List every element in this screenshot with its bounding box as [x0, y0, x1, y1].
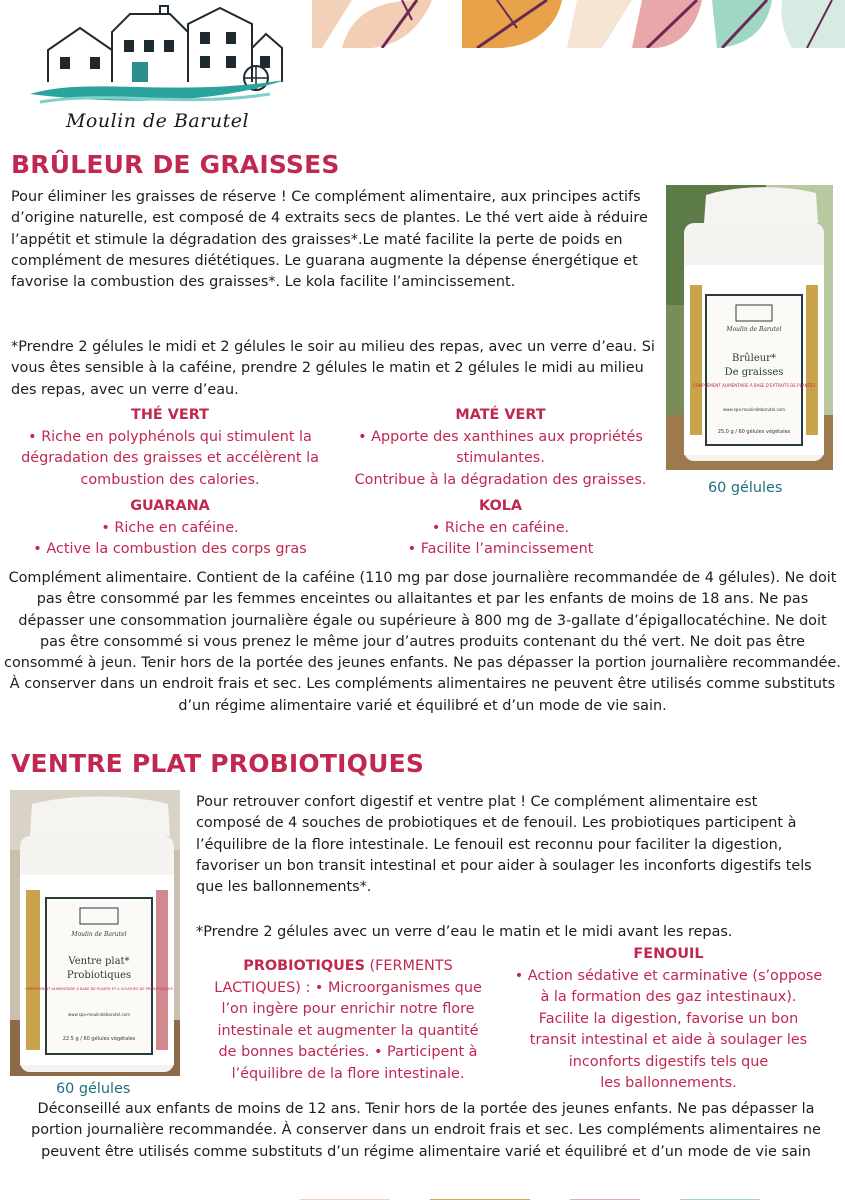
bruleur-capsule-count: 60 gélules — [708, 480, 783, 496]
jar-weight: 22,5 g / 60 gélules végétales — [62, 1036, 136, 1042]
bruleur-product-photo — [666, 185, 833, 470]
mill-house-icon — [20, 2, 295, 112]
ingredient-line: stimulantes. — [456, 450, 545, 466]
ventre-plat-product-photo — [10, 790, 180, 1076]
ingredient-name: PROBIOTIQUES — [243, 958, 365, 974]
ingredient-name: FENOUIL — [633, 946, 704, 962]
ingredient-line: l’équilibre de la flore intestinale. — [231, 1065, 465, 1082]
ingredient-kola — [333, 496, 668, 561]
ventre-plat-warning: Déconseillé aux enfants de moins de 12 ans. Tenir hors de la portée des jeunes enfants. Ne pas dépasser la portion journalière recommandée. À conserver dans un endroit frais et sec. Les compléments alimentaires ne peuvent être utilisés comme substituts d’un régime alimentaire varié et équilibré et d’un mode de vie sain — [31, 1101, 821, 1160]
jar-subtitle: COMPLÉMENT ALIMENTAIRE À BASE D'EXTRAITS DE PLANTES — [692, 383, 816, 388]
ingredient-line: • Apporte des xanthines aux propriétés — [358, 428, 643, 445]
ingredient-line: les ballonnements. — [600, 1075, 737, 1091]
bruleur-dosage: *Prendre 2 gélules le midi et 2 gélules le soir au milieu des repas, avec un verre d’eau. Si vous êtes sensible à la caféine, prendre 2 gélules le matin et 2 gélules le midi au milieu des repas, avec un verre d’eau. — [11, 339, 655, 398]
ingredient-line: inconforts digestifs tels que — [568, 1053, 769, 1070]
jar-url: www.spa-moulindebarutel.com — [723, 407, 785, 412]
ingredient-line: à la formation des gaz intestinaux). — [540, 989, 797, 1005]
ingredient-name: KOLA — [478, 498, 523, 514]
brand-logo — [20, 2, 295, 140]
section-title-bruleur: BRÛLEUR DE GRAISSES — [11, 150, 340, 179]
ingredient-line: • Action sédative et carminative (s’oppose — [514, 967, 823, 984]
ingredient-line: dégradation des graisses et accélèrent la — [21, 450, 319, 466]
ingredient-fenouil — [496, 944, 841, 1095]
ingredient-name: MATÉ VERT — [455, 407, 546, 423]
ingredient-qualifier: (FERMENTS — [364, 958, 453, 974]
decorative-leaf-banner — [312, 0, 845, 48]
ventre-plat-intro: Pour retrouver confort digestif et ventre plat ! Ce complément alimentaire est composé de 4 souches de probiotiques et de fenouil. Les probiotiques participent à l’équilibre de la flore intestinale. Le fenouil est reconnu pour faciliter la digestion, favoriser un bon transit intestinal et pour aider à soulager les inconforts digestifs tels que les ballonnements*. — [196, 794, 812, 896]
jar-title-line1: Ventre plat* — [68, 956, 130, 967]
ventre-plat-dosage: *Prendre 2 gélules avec un verre d’eau le matin et le midi avant les repas. — [196, 924, 733, 940]
ingredient-line: • Riche en polyphénols qui stimulent la — [28, 428, 312, 445]
ingredient-name: THÉ VERT — [131, 407, 209, 423]
ingredient-line: LACTIQUES) : • Microorganismes que — [214, 979, 482, 996]
bruleur-warning: Complément alimentaire. Contient de la caféine (110 mg par dose journalière recommandée de 4 gélules). Ne doit pas être consommé par les femmes enceintes ou allaitantes et par les enfants de moins de 18 ans. Ne pas dépasser une consommation journalière égale ou supérieure à 800 mg de 3-gallate d’épigallocatéchine. Ne doit pas être consommé si vous prenez le même jour d’autres produits contenant du thé vert. Ne doit pas être consommé à jeun. Tenir hors de la portée des jeunes enfants. Ne pas dépasser la portion journalière recommandée. À conserver dans un endroit frais et sec. Les compléments alimentaires ne peuvent être utilisés comme substituts d’un régime alimentaire varié et équilibré et d’un mode de vie sain. — [4, 570, 841, 714]
ingredient-line: • Riche en caféine. — [101, 519, 239, 536]
ingredient-line: transit intestinal et aide à soulager les — [529, 1032, 808, 1048]
ingredient-line: combustion des calories. — [80, 471, 260, 488]
ingredient-line: Contribue à la dégradation des graisses. — [354, 471, 647, 488]
brand-logo-text: Moulin de Barutel — [65, 110, 250, 132]
ingredient-line: Facilite la digestion, favorise un bon — [538, 1010, 799, 1027]
ingredient-name: GUARANA — [130, 498, 210, 514]
ingredient-the-vert — [0, 405, 340, 491]
ingredient-line: • Riche en caféine. — [431, 519, 570, 536]
jar-brand-text: Moulin de Barutel — [71, 931, 127, 938]
ingredient-mate-vert — [333, 405, 668, 491]
jar-url: www.spa-moulindebarutel.com — [68, 1012, 130, 1017]
jar-title-line1: Brûleur* — [732, 353, 776, 364]
bruleur-intro: Pour éliminer les graisses de réserve ! Ce complément alimentaire, aux principes actifs d’origine naturelle, est composé de 4 extraits secs de plantes. Le thé vert aide à réduire l’appétit et stimule la dégradation des graisses*.Le maté facilite la perte de poids en complément de mesures diététiques. Le guarana augmente la dépense énergétique et favorise la combustion des graisses*. Le kola facilite l’amincissement. — [11, 189, 648, 291]
ventre-plat-capsule-count: 60 gélules — [56, 1081, 131, 1097]
ingredient-line: • Facilite l’amincissement — [407, 541, 594, 557]
jar-title-line2: De graisses — [724, 367, 784, 378]
ingredient-line: • Active la combustion des corps gras — [33, 541, 307, 557]
ingredient-guarana — [0, 496, 340, 561]
ingredient-probiotiques — [192, 956, 504, 1085]
jar-title-line2: Probiotiques — [66, 970, 132, 981]
ingredient-line: l’on ingère pour enrichir notre flore — [221, 1001, 475, 1017]
ingredient-line: de bonnes bactéries. • Participent à — [218, 1044, 478, 1060]
jar-brand-text: Moulin de Barutel — [726, 326, 782, 333]
jar-subtitle: COMPLÉMENT ALIMENTAIRE À BASE DE PLANTE ET 4 SOUCHES DE PROBIOTIQUES — [25, 987, 173, 991]
ingredient-line: intestinale et augmenter la quantité — [217, 1022, 479, 1039]
section-title-ventre-plat: VENTRE PLAT PROBIOTIQUES — [11, 749, 425, 778]
decorative-bottom-strip — [300, 1192, 845, 1200]
jar-weight: 25,0 g / 60 gélules végétales — [717, 429, 791, 435]
